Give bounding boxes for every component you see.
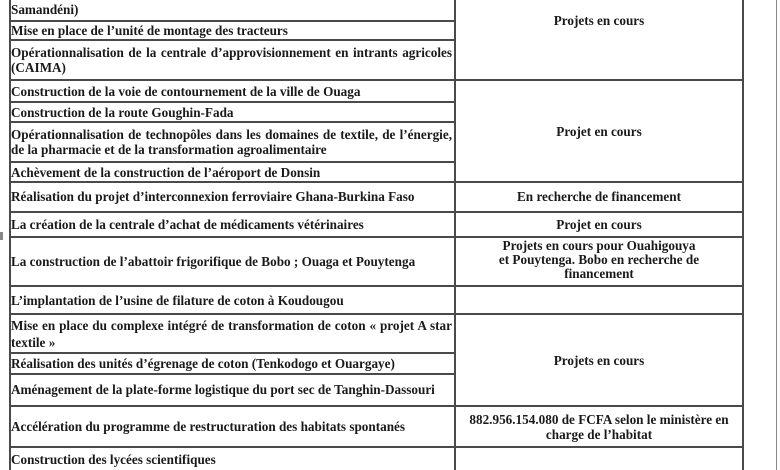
table-row [11,354,453,373]
project-label: Construction de la voie de contournement de la ville de Ouaga [11,83,361,99]
table-row [11,407,453,446]
status-text: En recherche de financement [517,189,681,204]
table-row [11,182,453,211]
table-row [11,448,453,470]
project-label: Samandéni) [11,2,79,17]
status-cell [456,0,742,40]
table-row [11,123,453,161]
table-row [11,0,453,20]
project-label: Mise en place de l’unité de montage des tracteurs [11,22,288,38]
status-text: 882.956.154.080 de FCFA selon le ministère en charge de l’habitat [469,411,729,442]
status-text: Projets en cours pour Ouahigouya et Pouytenga. Bobo en recherche de financement [498,238,700,281]
project-label: Opérationnalisation de la centrale d’approvisionnement en intrants agricoles (CAIMA) [11,45,452,75]
table-row [11,81,453,101]
project-label: Construction de la route Goughin-Fada [11,104,234,120]
status-text: Projets en cours [553,352,645,368]
project-label: Accélération du programme de restructuration des habitats spontanés [11,419,406,434]
table-row [11,163,453,181]
table-row [11,374,453,405]
table-row [11,213,453,236]
project-label: L’implantation de l’usine de filature de coton à Koudougou [11,292,344,308]
table-row [11,41,453,79]
project-label: La création de la centrale d’achat de médicaments vétérinaires [11,217,364,232]
status-cell [456,407,742,446]
table-row [11,238,453,285]
project-label: Opérationnalisation de technopôles dans les domaines de textile, de l’énergie, de la pharmacie et de la transformation agroalimentaire [11,127,452,157]
page-margin-line [776,0,777,470]
status-cell [456,182,742,211]
table-row [11,315,453,352]
status-text: Projet en cours [556,217,642,232]
project-label: Construction des lycées scientifiques [11,451,216,467]
project-label: Réalisation du projet d’interconnexion ferroviaire Ghana-Burkina Faso [11,188,415,204]
status-cell [456,234,742,286]
project-label: Mise en place du complexe intégré de transformation de coton « projet A star textile » [11,317,452,350]
project-label: Achèvement de la construction de l’aéroport de Donsin [11,164,321,180]
status-cell [456,81,742,181]
project-label: La construction de l’abattoir frigorifique de Bobo ; Ouaga et Pouytenga [11,254,416,269]
margin-mark [0,232,3,240]
table-row [11,21,453,39]
project-label: Réalisation des unités d’égrenage de coton (Tenkodogo et Ouargaye) [11,356,395,371]
status-cell [456,213,742,236]
status-text: Projets en cours [553,12,645,28]
table-row [11,103,453,121]
status-cell [456,315,742,405]
table-border-right [742,0,744,470]
status-text: Projet en cours [556,123,642,139]
project-label: Aménagement de la plate-forme logistique du port sec de Tanghin-Dassouri [11,382,435,397]
table-row [11,287,453,313]
